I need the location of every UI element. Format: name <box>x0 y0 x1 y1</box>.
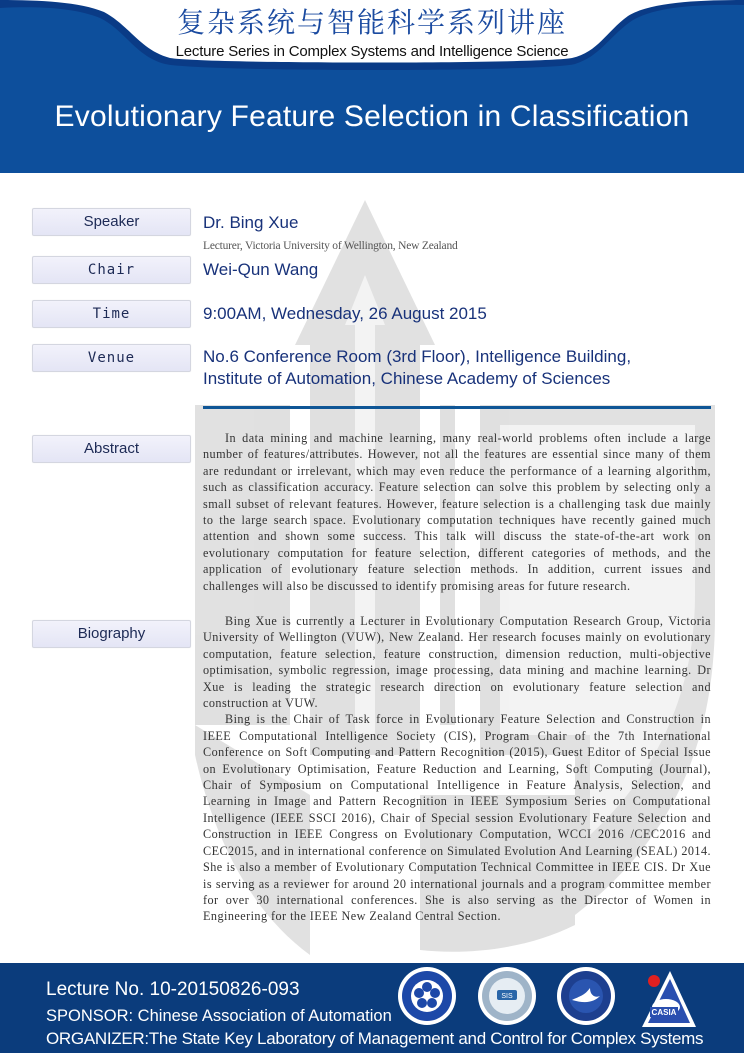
venue-line-2: Institute of Automation, Chinese Academy of Sciences <box>203 369 611 388</box>
casia-logo-text: CASIA <box>651 1008 677 1017</box>
lecture-number: Lecture No. 10-20150826-093 <box>46 979 300 1000</box>
sponsor: SPONSOR: Chinese Association of Automation <box>46 1007 392 1025</box>
venue-line-1: No.6 Conference Room (3rd Floor), Intelligence Building, <box>203 347 632 366</box>
bird-emblem-icon <box>556 966 616 1026</box>
speaker-name: Dr. Bing Xue <box>203 213 299 232</box>
speaker-affiliation: Lecturer, Victoria University of Wellington, New Zealand <box>203 240 458 252</box>
header-banner <box>0 0 744 173</box>
sis-emblem-icon <box>477 966 537 1026</box>
label-time: Time <box>32 300 191 328</box>
sis-logo-text: SIS <box>501 993 513 1000</box>
label-venue: Venue <box>32 344 191 372</box>
event-time: 9:00AM, Wednesday, 26 August 2015 <box>203 304 487 323</box>
chair-name: Wei-Qun Wang <box>203 260 319 279</box>
section-divider <box>203 406 711 409</box>
abstract-text <box>203 430 711 594</box>
label-chair: Chair <box>32 256 191 284</box>
series-title-en: Lecture Series in Complex Systems and Intelligence Science <box>175 43 569 60</box>
biography-paragraph-1: Bing Xue is currently a Lecturer in Evolutionary Computation Research Group, Victoria University of Wellington (VUW), New Zealand. Her research focuses mainly on evolutionary computation, feature selection, feature construction, dimension reduction, multi-objective optimisation, symbolic regression, image processing, data mining and machine learning. Dr Xue is leading the strategic research direction on evolutionary feature selection and construction at VUW. <box>203 614 711 711</box>
organizer: ORGANIZER:The State Key Laboratory of Management and Control for Complex Systems <box>46 1029 704 1048</box>
series-title-cn: 复杂系统与智能科学系列讲座 <box>176 6 567 39</box>
label-speaker: Speaker <box>32 208 191 236</box>
label-biography: Biography <box>32 620 191 648</box>
casia-emblem-icon <box>640 967 698 1031</box>
flower-emblem-icon <box>397 966 457 1026</box>
abstract-paragraph: In data mining and machine learning, many real-world problems often include a large number of features/attributes. However, not all the features are essential since many of them are redundant or irrelevant, which may even reduce the performance of a learning algorithm, such as classification accuracy. Feature selection can solve this problem by selecting only a small subset of relevant features. However, feature selection is a challenging task due mainly to the large search space. Evolutionary computation techniques have recently gained much attention and shown some success. This talk will discuss the state-of-the-art work on evolutionary computation for feature selection, different categories of methods, and the application of evolutionary feature selection methods. In addition, current issues and challenges will also be discussed to identify promising areas for future research. <box>203 431 711 593</box>
lecture-title: Evolutionary Feature Selection in Classification <box>54 100 690 133</box>
label-abstract: Abstract <box>32 435 191 463</box>
biography-paragraph-2: Bing is the Chair of Task force in Evolutionary Feature Selection and Construction in IEEE Computational Intelligence Society (CIS), Program Chair of the 7th International Conference on Soft Computing and Pattern Recognition (2015), Guest Editor of Special Issue on Evolutionary Optimisation, Feature Reduction and Learning, Soft Computing (Journal), Chair of Symposium on Computational Intelligence in Feature Analysis, Selection, and Learning in Image and Pattern Recognition in IEEE Symposium Series on Computational Intelligence (IEEE SSCI 2016), Chair of Special session Evolutionary Feature Selection and Construction in IEEE Congress on Evolutionary Computation, WCCI 2016 /CEC2016 and CEC2015, and in international conference on Simulated Evolution And Learning (SEAL) 2014. She is also a member of Evolutionary Computation Technical Committee in IEEE CIS. Dr Xue is serving as a reviewer for around 20 international journals and a program committee member for over 30 international conferences. She is also serving as the Director of Women in Engineering for the IEEE New Zealand Central Section. <box>203 712 711 924</box>
biography-text <box>203 613 711 925</box>
footer <box>0 963 744 1053</box>
